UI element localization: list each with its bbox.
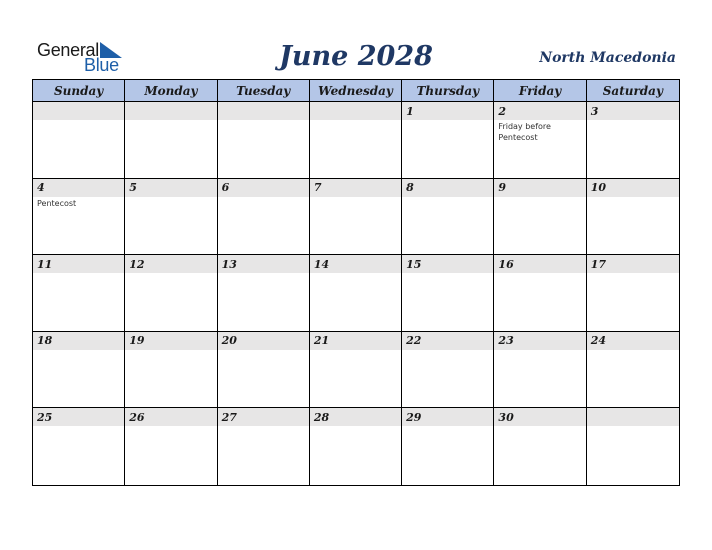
- holiday-label: [310, 197, 401, 198]
- holiday-label: [310, 350, 401, 351]
- day-number: 23: [494, 332, 585, 350]
- holiday-label: [218, 120, 309, 121]
- holiday-label: [402, 426, 493, 427]
- logo-text-general: General: [37, 40, 99, 60]
- holiday-label: [402, 350, 493, 351]
- day-number: [587, 408, 679, 426]
- day-cell: [310, 179, 402, 256]
- calendar-title: June 2028: [279, 41, 433, 72]
- day-cell: [402, 255, 494, 332]
- day-cell: [33, 179, 125, 256]
- day-cell: [125, 408, 217, 485]
- holiday-label: [402, 197, 493, 198]
- holiday-label: [33, 120, 124, 121]
- holiday-label: [494, 273, 585, 274]
- day-cell: [587, 255, 679, 332]
- day-number: 20: [218, 332, 309, 350]
- day-cell: [310, 255, 402, 332]
- holiday-label: [494, 350, 585, 351]
- holiday-label: [402, 120, 493, 121]
- day-cell: [310, 408, 402, 485]
- weekday-header-tuesday: Tuesday: [218, 80, 310, 102]
- holiday-label: Pentecost: [37, 198, 77, 208]
- day-number: [310, 102, 401, 120]
- day-cell: [402, 102, 494, 179]
- day-number: 30: [494, 408, 585, 426]
- country-name: North Macedonia: [539, 50, 676, 66]
- day-number: 28: [310, 408, 401, 426]
- holiday-label: [587, 197, 679, 198]
- day-number: 14: [310, 255, 401, 273]
- day-cell: [310, 332, 402, 409]
- day-cell: [494, 255, 586, 332]
- holiday-label: [218, 197, 309, 198]
- day-cell: [402, 332, 494, 409]
- holiday-label: [125, 197, 216, 198]
- weekday-header-wednesday: Wednesday: [310, 80, 402, 102]
- day-cell: [125, 102, 217, 179]
- day-number: 10: [587, 179, 679, 197]
- holiday-label: [218, 350, 309, 351]
- day-cell: [125, 179, 217, 256]
- day-cell: [587, 332, 679, 409]
- day-number: 12: [125, 255, 216, 273]
- day-number: 18: [33, 332, 124, 350]
- day-cell: [33, 255, 125, 332]
- day-cell: [587, 179, 679, 256]
- day-number: 7: [310, 179, 401, 197]
- day-cell: [218, 408, 310, 485]
- day-cell: [125, 332, 217, 409]
- weekday-header-monday: Monday: [125, 80, 217, 102]
- day-number: 24: [587, 332, 679, 350]
- day-number: 8: [402, 179, 493, 197]
- day-number: 25: [33, 408, 124, 426]
- day-number: 4: [33, 179, 124, 197]
- day-number: 15: [402, 255, 493, 273]
- logo-text-blue: Blue: [84, 55, 119, 75]
- day-cell: [494, 179, 586, 256]
- holiday-label: [218, 273, 309, 274]
- day-cell: [33, 408, 125, 485]
- day-number: 2: [494, 102, 585, 120]
- holiday-label: [218, 426, 309, 427]
- holiday-label: [310, 120, 401, 121]
- holiday-label: [33, 350, 124, 351]
- day-cell: [587, 408, 679, 485]
- day-number: 11: [33, 255, 124, 273]
- day-cell: [494, 332, 586, 409]
- day-cell: [125, 255, 217, 332]
- day-cell: [33, 332, 125, 409]
- day-cell: [218, 102, 310, 179]
- day-number: 19: [125, 332, 216, 350]
- day-number: 22: [402, 332, 493, 350]
- day-number: 27: [218, 408, 309, 426]
- day-number: 16: [494, 255, 585, 273]
- day-number: 21: [310, 332, 401, 350]
- holiday-label: [587, 273, 679, 274]
- holiday-label: [33, 273, 124, 274]
- day-cell: [587, 102, 679, 179]
- day-cell: [33, 102, 125, 179]
- holiday-label: [587, 350, 679, 351]
- holiday-label: [125, 120, 216, 121]
- day-number: 6: [218, 179, 309, 197]
- day-cell: [494, 102, 586, 179]
- holiday-label: [125, 426, 216, 427]
- day-number: [125, 102, 216, 120]
- holiday-label: [33, 426, 124, 427]
- calendar-grid: [32, 79, 680, 486]
- day-cell: [310, 102, 402, 179]
- holiday-label: [125, 273, 216, 274]
- weekday-header-sunday: Sunday: [33, 80, 125, 102]
- holiday-label: [310, 273, 401, 274]
- holiday-label: [587, 120, 679, 121]
- day-number: 5: [125, 179, 216, 197]
- day-cell: [218, 179, 310, 256]
- day-number: 3: [587, 102, 679, 120]
- day-number: 29: [402, 408, 493, 426]
- day-number: [33, 102, 124, 120]
- holiday-label: [494, 197, 585, 198]
- day-number: 17: [587, 255, 679, 273]
- day-number: [218, 102, 309, 120]
- day-cell: [218, 332, 310, 409]
- day-cell: [402, 179, 494, 256]
- day-number: 9: [494, 179, 585, 197]
- weekday-header-thursday: Thursday: [402, 80, 494, 102]
- day-cell: [494, 408, 586, 485]
- day-number: 1: [402, 102, 493, 120]
- day-cell: [218, 255, 310, 332]
- holiday-label: [125, 350, 216, 351]
- day-number: 13: [218, 255, 309, 273]
- holiday-label: [587, 426, 679, 427]
- holiday-label: [310, 426, 401, 427]
- holiday-label: [402, 273, 493, 274]
- day-number: 26: [125, 408, 216, 426]
- weekday-header-friday: Friday: [494, 80, 586, 102]
- holiday-label: Friday before Pentecost: [498, 122, 551, 142]
- day-cell: [402, 408, 494, 485]
- holiday-label: [494, 426, 585, 427]
- weekday-header-saturday: Saturday: [587, 80, 679, 102]
